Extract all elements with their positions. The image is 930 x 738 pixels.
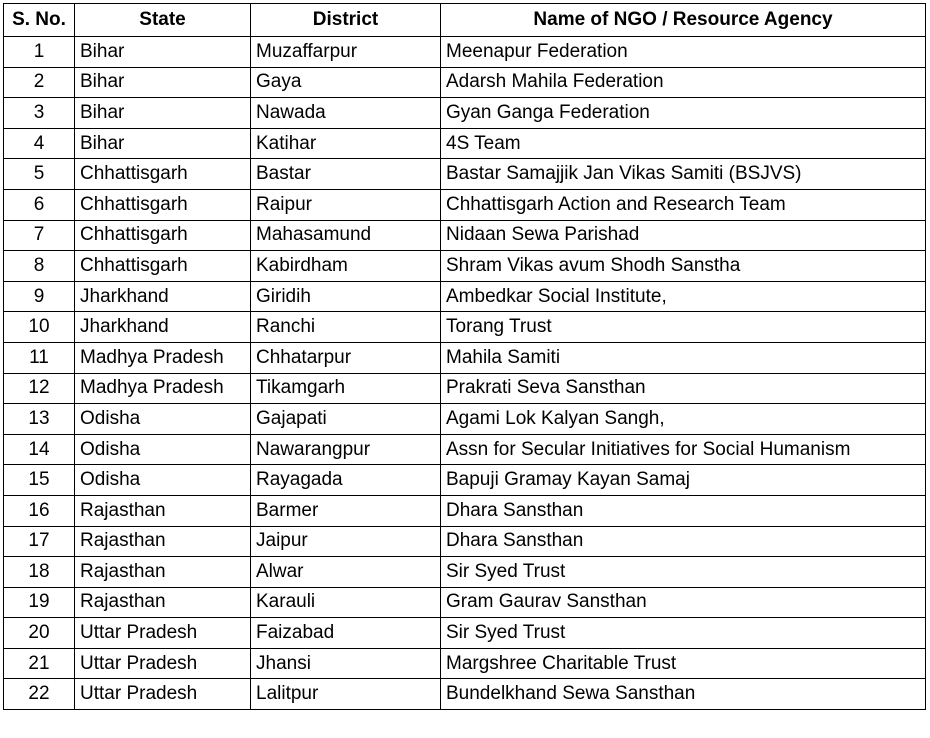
cell-state: Odisha: [75, 465, 251, 496]
cell-sno: 17: [4, 526, 75, 557]
cell-ngo: Meenapur Federation: [441, 37, 926, 68]
cell-sno: 5: [4, 159, 75, 190]
cell-state: Odisha: [75, 434, 251, 465]
table-row: [4, 128, 926, 159]
table-body: [4, 37, 926, 710]
cell-district: Alwar: [251, 557, 441, 588]
cell-district: Katihar: [251, 128, 441, 159]
cell-ngo: Sir Syed Trust: [441, 557, 926, 588]
cell-sno: 3: [4, 98, 75, 129]
cell-ngo: Sir Syed Trust: [441, 618, 926, 649]
cell-ngo: Bastar Samajjik Jan Vikas Samiti (BSJVS): [441, 159, 926, 190]
cell-state: Bihar: [75, 98, 251, 129]
cell-district: Jaipur: [251, 526, 441, 557]
cell-district: Lalitpur: [251, 679, 441, 710]
table-row: [4, 465, 926, 496]
cell-sno: 2: [4, 67, 75, 98]
cell-district: Faizabad: [251, 618, 441, 649]
cell-ngo: Ambedkar Social Institute,: [441, 281, 926, 312]
cell-sno: 21: [4, 648, 75, 679]
cell-state: Bihar: [75, 37, 251, 68]
cell-ngo: Agami Lok Kalyan Sangh,: [441, 404, 926, 435]
table-row: [4, 312, 926, 343]
cell-district: Barmer: [251, 495, 441, 526]
cell-sno: 4: [4, 128, 75, 159]
table-row: [4, 159, 926, 190]
cell-state: Chhattisgarh: [75, 189, 251, 220]
cell-ngo: Adarsh Mahila Federation: [441, 67, 926, 98]
table-row: [4, 220, 926, 251]
cell-ngo: Margshree Charitable Trust: [441, 648, 926, 679]
cell-district: Rayagada: [251, 465, 441, 496]
cell-district: Mahasamund: [251, 220, 441, 251]
cell-state: Chhattisgarh: [75, 159, 251, 190]
table-row: [4, 495, 926, 526]
cell-district: Raipur: [251, 189, 441, 220]
cell-district: Nawada: [251, 98, 441, 129]
cell-state: Jharkhand: [75, 281, 251, 312]
table-row: [4, 618, 926, 649]
cell-ngo: Nidaan Sewa Parishad: [441, 220, 926, 251]
cell-ngo: Dhara Sansthan: [441, 495, 926, 526]
cell-state: Odisha: [75, 404, 251, 435]
cell-sno: 7: [4, 220, 75, 251]
table-row: [4, 587, 926, 618]
cell-sno: 20: [4, 618, 75, 649]
cell-ngo: Prakrati Seva Sansthan: [441, 373, 926, 404]
table-row: [4, 404, 926, 435]
cell-district: Bastar: [251, 159, 441, 190]
cell-sno: 12: [4, 373, 75, 404]
cell-ngo: Mahila Samiti: [441, 342, 926, 373]
header-sno: S. No.: [4, 4, 75, 37]
ngo-table: [3, 3, 926, 710]
cell-state: Rajasthan: [75, 587, 251, 618]
cell-state: Chhattisgarh: [75, 251, 251, 282]
cell-ngo: Assn for Secular Initiatives for Social Humanism: [441, 434, 926, 465]
cell-state: Madhya Pradesh: [75, 342, 251, 373]
table-row: [4, 281, 926, 312]
cell-district: Giridih: [251, 281, 441, 312]
table-row: [4, 189, 926, 220]
cell-state: Chhattisgarh: [75, 220, 251, 251]
cell-sno: 8: [4, 251, 75, 282]
table-header: [4, 4, 926, 37]
cell-sno: 14: [4, 434, 75, 465]
cell-ngo: Bapuji Gramay Kayan Samaj: [441, 465, 926, 496]
cell-sno: 16: [4, 495, 75, 526]
cell-state: Bihar: [75, 67, 251, 98]
cell-ngo: Chhattisgarh Action and Research Team: [441, 189, 926, 220]
cell-state: Uttar Pradesh: [75, 679, 251, 710]
cell-state: Rajasthan: [75, 526, 251, 557]
cell-district: Kabirdham: [251, 251, 441, 282]
table-row: [4, 251, 926, 282]
cell-district: Chhatarpur: [251, 342, 441, 373]
table-row: [4, 648, 926, 679]
cell-district: Ranchi: [251, 312, 441, 343]
cell-sno: 13: [4, 404, 75, 435]
cell-district: Jhansi: [251, 648, 441, 679]
cell-sno: 19: [4, 587, 75, 618]
table-row: [4, 557, 926, 588]
cell-district: Karauli: [251, 587, 441, 618]
table-row: [4, 37, 926, 68]
table-row: [4, 373, 926, 404]
table-row: [4, 98, 926, 129]
cell-ngo: Shram Vikas avum Shodh Sanstha: [441, 251, 926, 282]
cell-state: Jharkhand: [75, 312, 251, 343]
cell-state: Madhya Pradesh: [75, 373, 251, 404]
cell-state: Uttar Pradesh: [75, 648, 251, 679]
cell-sno: 1: [4, 37, 75, 68]
cell-sno: 18: [4, 557, 75, 588]
cell-district: Gaya: [251, 67, 441, 98]
cell-ngo: Dhara Sansthan: [441, 526, 926, 557]
cell-ngo: Gram Gaurav Sansthan: [441, 587, 926, 618]
cell-ngo: Gyan Ganga Federation: [441, 98, 926, 129]
cell-sno: 6: [4, 189, 75, 220]
cell-state: Rajasthan: [75, 557, 251, 588]
header-state: State: [75, 4, 251, 37]
ngo-table-container: [3, 3, 925, 710]
cell-ngo: 4S Team: [441, 128, 926, 159]
cell-state: Rajasthan: [75, 495, 251, 526]
cell-district: Gajapati: [251, 404, 441, 435]
cell-ngo: Torang Trust: [441, 312, 926, 343]
header-row: [4, 4, 926, 37]
cell-district: Nawarangpur: [251, 434, 441, 465]
cell-sno: 11: [4, 342, 75, 373]
cell-sno: 10: [4, 312, 75, 343]
header-district: District: [251, 4, 441, 37]
cell-district: Muzaffarpur: [251, 37, 441, 68]
cell-state: Bihar: [75, 128, 251, 159]
cell-district: Tikamgarh: [251, 373, 441, 404]
cell-state: Uttar Pradesh: [75, 618, 251, 649]
cell-sno: 22: [4, 679, 75, 710]
table-row: [4, 679, 926, 710]
table-row: [4, 342, 926, 373]
table-row: [4, 67, 926, 98]
table-row: [4, 434, 926, 465]
cell-sno: 9: [4, 281, 75, 312]
cell-ngo: Bundelkhand Sewa Sansthan: [441, 679, 926, 710]
header-ngo: Name of NGO / Resource Agency: [441, 4, 926, 37]
cell-sno: 15: [4, 465, 75, 496]
table-row: [4, 526, 926, 557]
